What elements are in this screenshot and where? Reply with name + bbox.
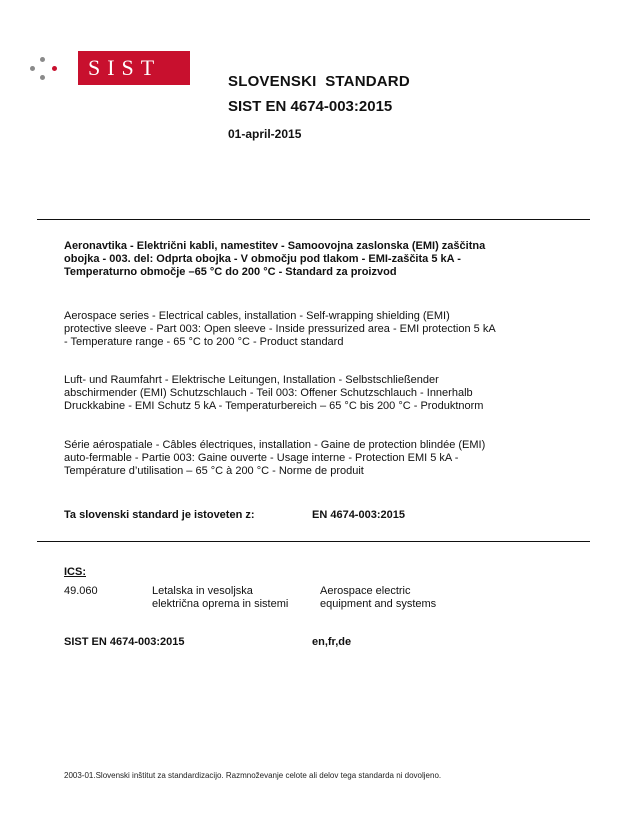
ics-label: ICS: <box>64 566 86 578</box>
standard-code-bottom: SIST EN 4674-003:2015 <box>64 636 185 648</box>
logo-dot <box>30 66 35 71</box>
title-line: Temperaturno območje –65 °C do 200 °C - Standard za proizvod <box>64 266 397 278</box>
ics-description-sl <box>152 585 322 611</box>
title-french <box>64 439 564 478</box>
title-line: Luft- und Raumfahrt - Elektrische Leitungen, Installation - Selbstschließender <box>64 374 439 386</box>
title-english <box>64 310 564 349</box>
title-line: obojka - 003. del: Odprta obojka - V območju pod tlakom - EMI-zaščita 5 kA - <box>64 253 461 265</box>
standard-code: SIST EN 4674-003:2015 <box>228 98 393 115</box>
languages: en,fr,de <box>312 636 352 648</box>
ics-code: 49.060 <box>64 585 98 597</box>
sist-logo <box>30 51 170 87</box>
divider <box>37 541 590 542</box>
title-line: Température d’utilisation – 65 °C à 200 °C - Norme de produit <box>64 465 364 477</box>
ics-line: equipment and systems <box>320 598 437 610</box>
identical-label: Ta slovenski standard je istoveten z: <box>64 509 255 521</box>
ics-line: Letalska in vesoljska <box>152 585 253 597</box>
title-line: - Temperature range - 65 °C to 200 °C - Product standard <box>64 336 344 348</box>
title-line: Série aérospatiale - Câbles électriques, installation - Gaine de protection blindée (EMI) <box>64 439 486 451</box>
divider <box>37 219 590 220</box>
document-type: SLOVENSKI STANDARD <box>228 73 410 90</box>
publication-date: 01-april-2015 <box>228 127 302 141</box>
identical-value: EN 4674-003:2015 <box>312 509 405 521</box>
logo-dot <box>40 75 45 80</box>
title-german <box>64 374 564 413</box>
title-line: abschirmender (EMI) Schutzschlauch - Teil 003: Offener Schutzschlauch - Innerhalb <box>64 387 473 399</box>
title-line: auto-fermable - Partie 003: Gaine ouverte - Usage interne - Protection EMI 5 kA - <box>64 452 459 464</box>
ics-line: Aerospace electric <box>320 585 411 597</box>
logo-text: SIST <box>88 55 162 80</box>
ics-description-en <box>320 585 490 611</box>
title-line: protective sleeve - Part 003: Open sleeve - Inside pressurized area - EMI protection 5 kA <box>64 323 496 335</box>
logo-dot-red <box>52 66 57 71</box>
ics-line: električna oprema in sistemi <box>152 598 289 610</box>
copyright-footer: 2003-01.Slovenski inštitut za standardizacijo. Razmnoževanje celote ali delov tega standarda ni dovoljeno. <box>64 771 442 780</box>
title-line: Druckkabine - EMI Schutz 5 kA - Temperaturbereich – 65 °C bis 200 °C - Produktnorm <box>64 400 484 412</box>
logo-box <box>78 51 190 85</box>
title-line: Aerospace series - Electrical cables, installation - Self-wrapping shielding (EMI) <box>64 310 450 322</box>
logo-dot <box>40 57 45 62</box>
title-slovenian <box>64 240 564 279</box>
title-line: Aeronavtika - Električni kabli, namestitev - Samoovojna zaslonska (EMI) zaščitna <box>64 240 486 252</box>
